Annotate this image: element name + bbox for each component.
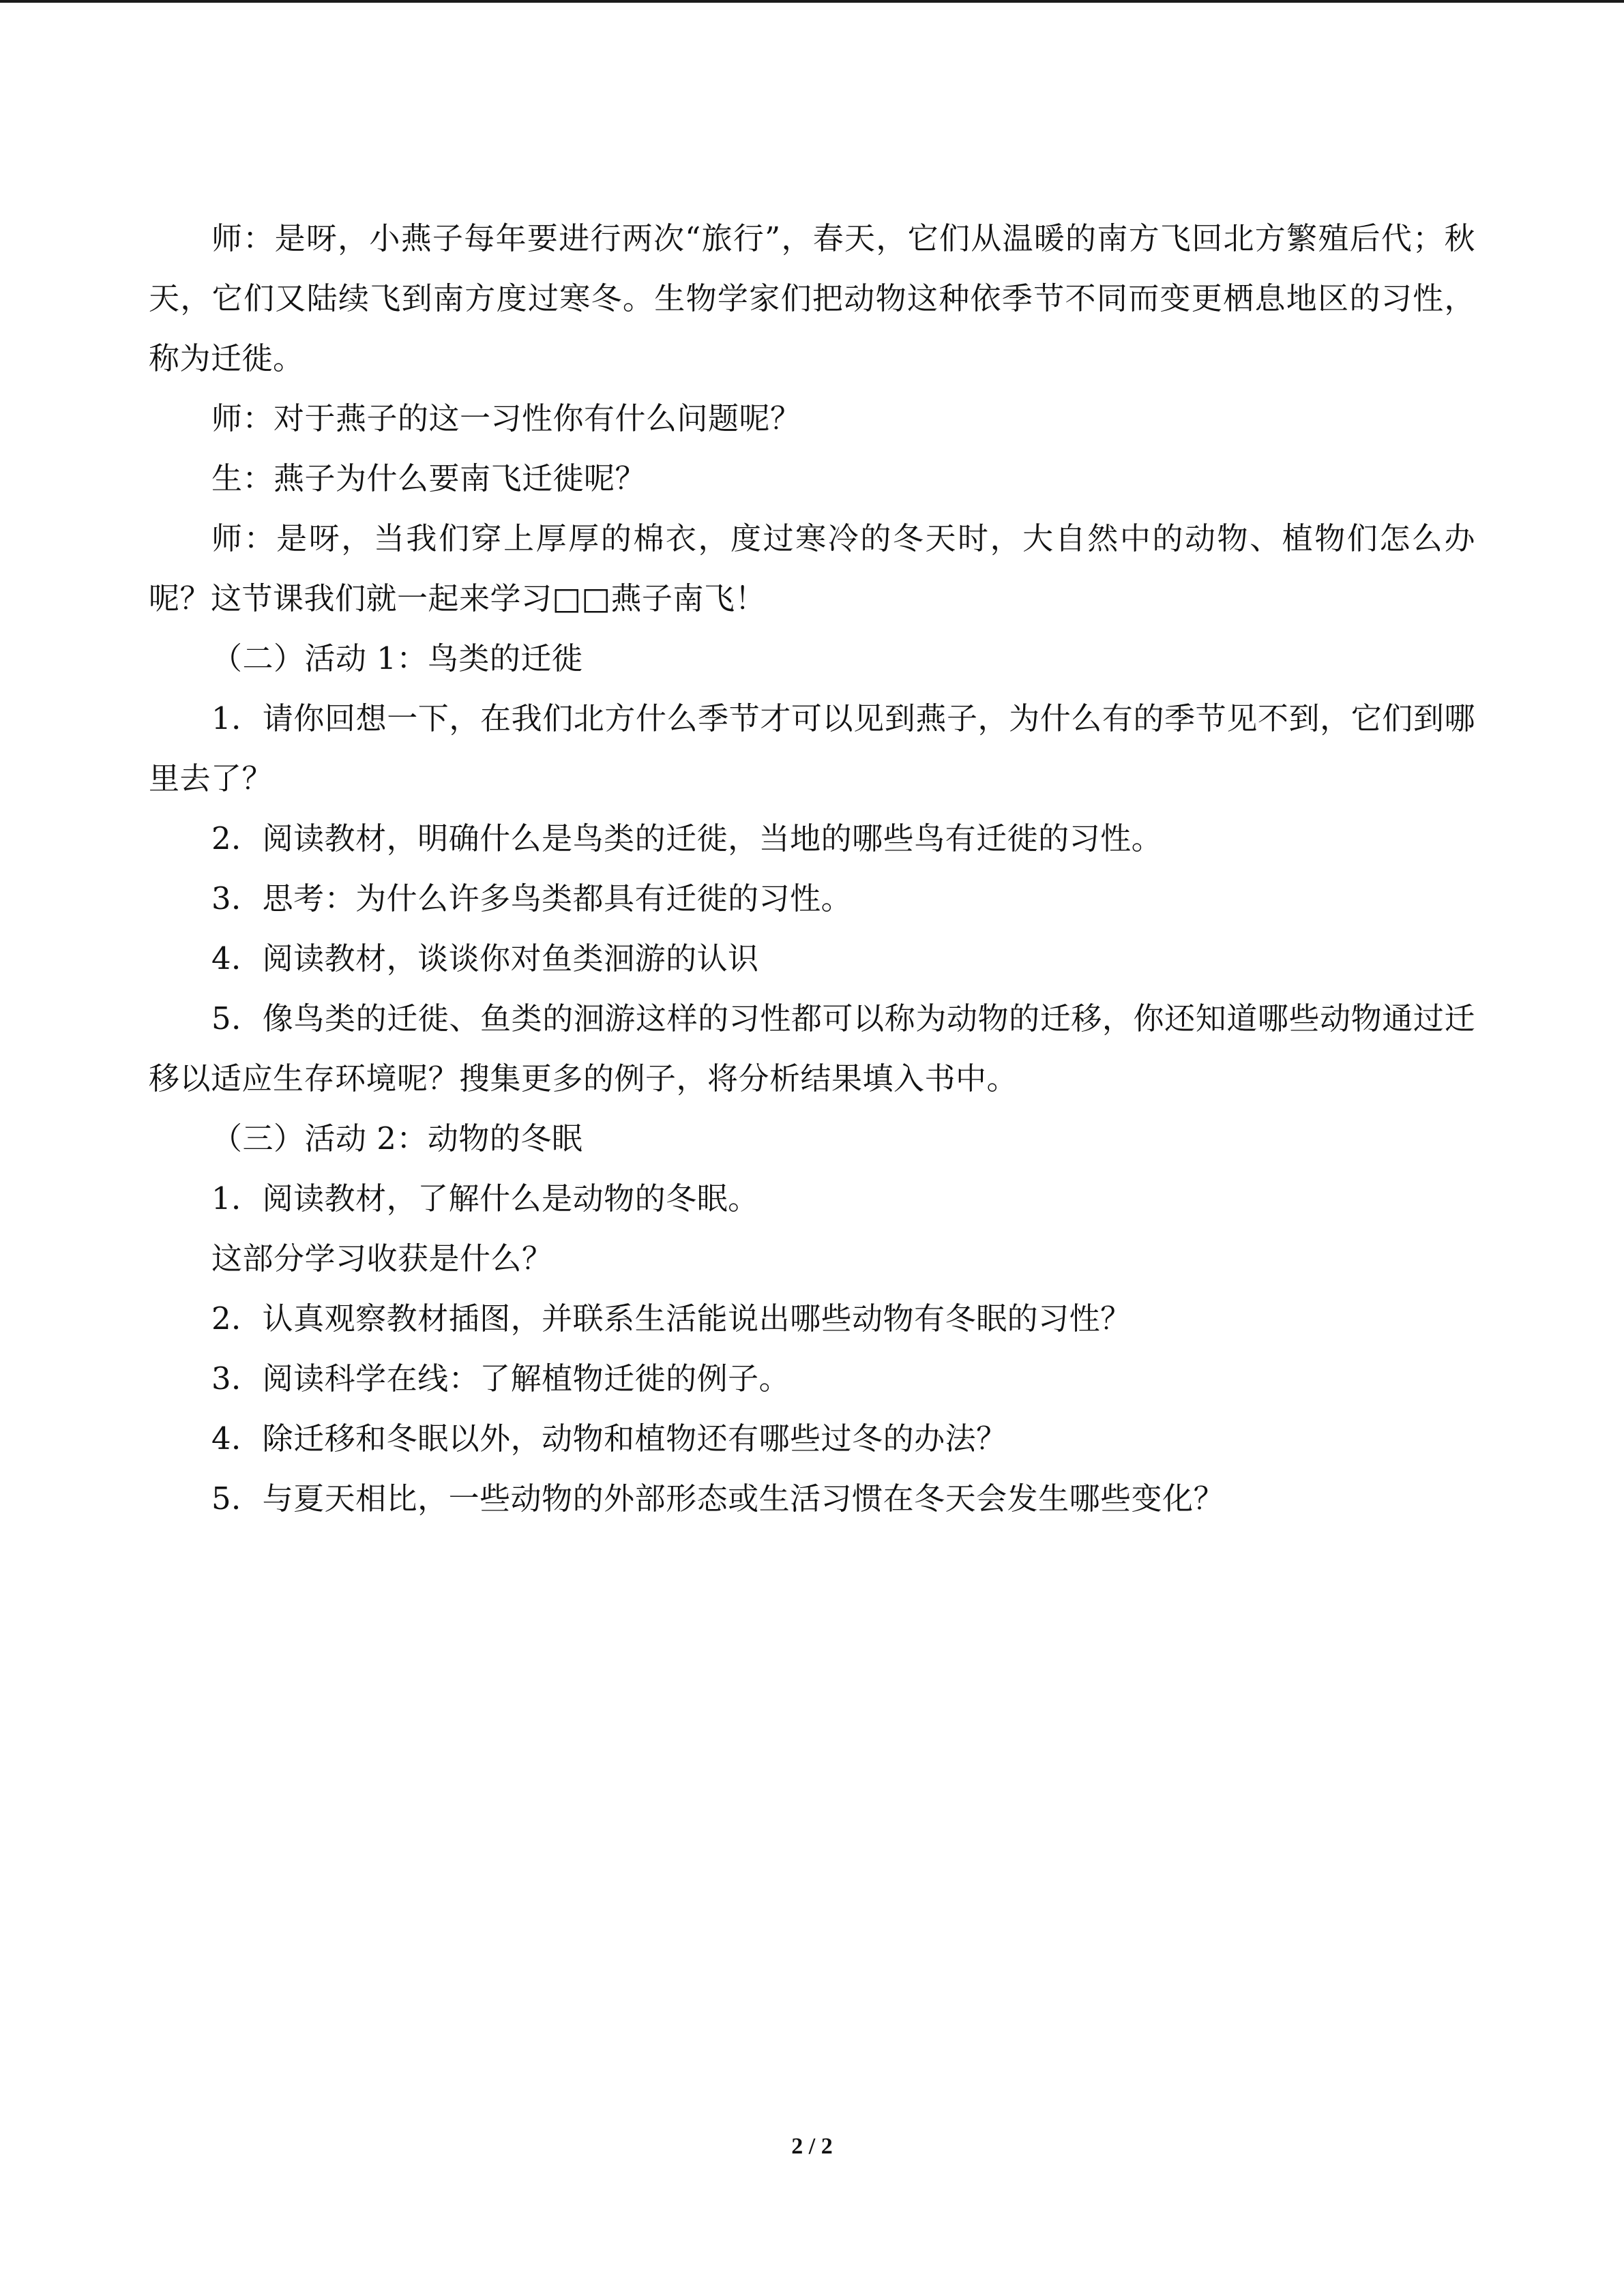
activity-1-item-3: 3．思考：为什么许多鸟类都具有迁徙的习性。	[211, 880, 853, 916]
activity-1-item-5: 5．像鸟类的迁徙、鱼类的洄游这样的习性都可以称为动物的迁移，你还知道哪些动物通过迁移以适应生存环境呢？搜集更多的例子，将分析结果填入书中。	[149, 1000, 1475, 1097]
paragraph-teacher-question: 师：对于燕子的这一习性你有什么问题呢？	[211, 400, 801, 436]
paragraph-teacher-migration-intro: 师：是呀，小燕子每年要进行两次“旅行”，春天，它们从温暖的南方飞回北方繁殖后代；秋天，它们又陆续飞到南方度过寒冬。生物学家们把动物这种依季节不同而变更栖息地区的习性，称为迁徙。	[149, 220, 1475, 376]
top-border-rule	[0, 0, 1624, 3]
paragraph-student-question: 生：燕子为什么要南飞迁徙呢？	[211, 460, 647, 496]
activity-2-item-4: 4．除迁移和冬眠以外，动物和植物还有哪些过冬的办法？	[211, 1420, 1007, 1457]
activity-2-item-1: 1．阅读教材，了解什么是动物的冬眠。	[211, 1180, 759, 1217]
activity-2-item-2: 2．认真观察教材插图，并联系生活能说出哪些动物有冬眠的习性？	[211, 1300, 1132, 1337]
activity-2-learning-question: 这部分学习收获是什么？	[211, 1240, 553, 1277]
section-heading-activity-2: （三）活动 2：动物的冬眠	[211, 1120, 583, 1157]
activity-1-item-2: 2．阅读教材，明确什么是鸟类的迁徙，当地的哪些鸟有迁徙的习性。	[211, 820, 1163, 856]
activity-2-item-3: 3．阅读科学在线：了解植物迁徙的例子。	[211, 1360, 791, 1397]
section-heading-activity-1: （二）活动 1：鸟类的迁徙	[211, 640, 583, 676]
activity-1-item-4: 4．阅读教材，谈谈你对鱼类洄游的认识	[211, 940, 759, 976]
document-body	[149, 209, 1475, 1529]
page-number: 2 / 2	[791, 2134, 833, 2159]
activity-2-item-5: 5．与夏天相比，一些动物的外部形态或生活习惯在冬天会发生哪些变化？	[211, 1480, 1225, 1517]
activity-1-item-1: 1．请你回想一下，在我们北方什么季节才可以见到燕子，为什么有的季节见不到，它们到哪里去了？	[149, 700, 1475, 796]
paragraph-teacher-lesson-intro: 师：是呀，当我们穿上厚厚的棉衣，度过寒冷的冬天时，大自然中的动物、植物们怎么办呢？这节课我们就一起来学习□□燕子南飞！	[149, 520, 1475, 616]
